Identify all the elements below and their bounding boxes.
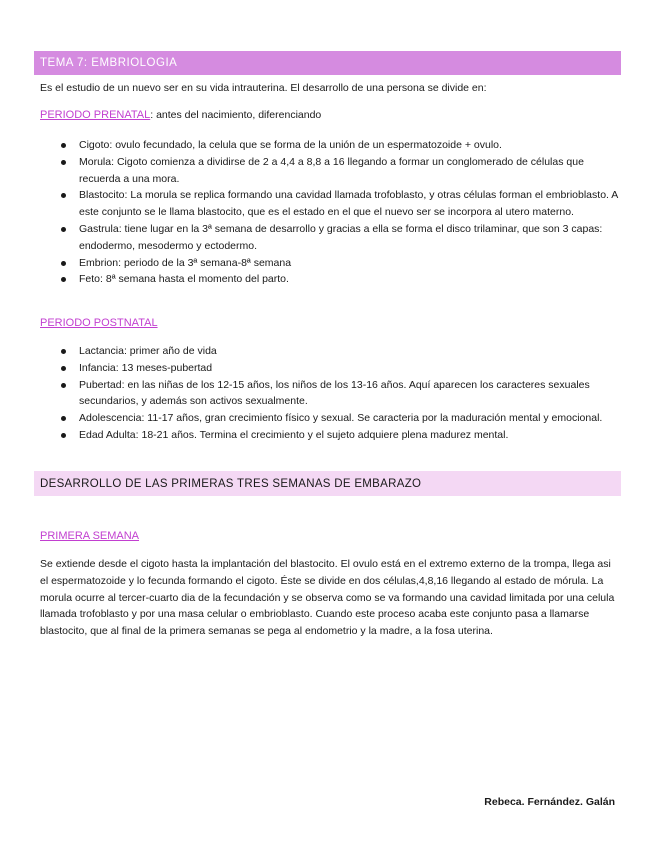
prenatal-heading: [40, 107, 620, 124]
first-week-heading: [40, 528, 620, 545]
paragraph-text: . La morula ocurre al tercer-cuarto dia de la fecundación y se observa como se va formando una cavidad limitada por una celula llamada: [40, 574, 615, 621]
prenatal-list: [40, 137, 620, 288]
list-item: [40, 343, 620, 360]
item-text: : tiene lugar en la 3ª semana de desarrollo y gracias a ella se forma el disco trilaminar, que son 3 capas: endodermo, mesodermo y ectodermo.: [79, 222, 603, 252]
item-term: Edad Adulta: [79, 428, 136, 441]
item-term: Cigoto: [79, 139, 110, 151]
postnatal-heading: [40, 315, 620, 332]
item-term: Gastrula: [79, 222, 119, 235]
chapter-title: TEMA 7: EMBRIOLOGIA: [40, 57, 178, 69]
item-text: : 18-21 años. Termina el crecimiento y el sujeto adquiere plena madurez mental.: [135, 428, 509, 441]
list-item: [40, 377, 620, 411]
prenatal-subtitle: : antes del nacimiento, diferenciando: [150, 109, 322, 121]
list-item: [40, 255, 620, 272]
list-item: [40, 427, 620, 444]
item-text: : primer año de vida: [123, 345, 217, 357]
list-item: [40, 154, 620, 188]
item-term: Blastocito: [79, 189, 125, 202]
paragraph-text: Se extiende desde el cigoto hasta la implantación del blastocito. El ovulo está en el extremo externo de la trompa, llega asi el espermatozoide y lo fecunda formando el: [40, 558, 611, 587]
chapter-title-band: [34, 51, 621, 75]
postnatal-list: [40, 343, 620, 444]
paragraph-text: . Éste se divide en dos células,4,8,16 llegando al estado de: [274, 574, 554, 587]
postnatal-title: PERIODO POSTNATAL: [40, 317, 158, 329]
paragraph-text: . Cuando este proceso acaba este conjunto pasa a llamarse: [309, 608, 590, 621]
key-term: trofoblasto: [79, 608, 129, 621]
item-text: : 8ª semana hasta el momento del parto.: [100, 273, 289, 286]
paragraph-text: y por una masa celular o: [128, 608, 250, 621]
item-text: : 13 meses-pubertad: [115, 361, 213, 374]
development-title: DESARROLLO DE LAS PRIMERAS TRES SEMANAS DE EMBARAZO: [40, 477, 422, 490]
first-week-title: PRIMERA SEMANA: [40, 530, 140, 542]
list-item: [40, 360, 620, 377]
item-term: Adolescencia: [79, 412, 142, 425]
item-text: : periodo de la 3ª semana-8ª semana: [118, 256, 292, 269]
prenatal-title: PERIODO PRENATAL: [40, 109, 151, 121]
item-text: : en las niñas de los 12-15 años, los niños de los 13-16 años. Aquí aparecen los caracteres sexuales secundarios, y además son activos sexualmente.: [79, 378, 590, 408]
item-text: : La morula se replica formando una cavidad llamada trofoblasto, y otras células forman el embrioblasto. A este conjunto se le llama blastocito, que es el estado en el que el nuevo ser se incorpora al utero materno.: [79, 189, 618, 219]
key-term: mórula: [553, 574, 586, 587]
item-text: : ovulo fecundado, la celula que se forma de la unión de un espermatozoide + ovulo.: [109, 139, 502, 151]
intro-paragraph: Es el estudio de un nuevo ser en su vida intrauterina. El desarrollo de una persona se divide en:: [40, 82, 487, 94]
item-term: Pubertad: [79, 378, 122, 391]
author-footer: Rebeca. Fernández. Galán: [484, 796, 615, 808]
list-item: [40, 187, 620, 221]
list-item: [40, 137, 620, 154]
development-title-band: [34, 471, 621, 496]
item-term: Morula: [79, 155, 112, 168]
list-item: [40, 221, 620, 255]
item-term: Embrion: [79, 256, 119, 269]
first-week-paragraph: [40, 556, 620, 640]
list-item: [40, 271, 620, 288]
key-term: embrioblasto: [249, 608, 310, 621]
item-text: : Cigoto comienza a dividirse de 2 a 4,4 a 8,8 a 16 llegando a formar un conglomerado de células que recuerda a una mora.: [79, 155, 584, 185]
key-term: cigoto: [246, 574, 275, 587]
item-text: : 11-17 años, gran crecimiento físico y sexual. Se caracteria por la maduración mental y emocional.: [141, 412, 603, 425]
item-term: Infancia: [79, 361, 116, 374]
list-item: [40, 410, 620, 427]
paragraph-text: , que al final de la primera semanas se pega al endometrio y la madre, a la fosa uterina.: [84, 625, 493, 638]
item-term: Lactancia: [79, 345, 124, 357]
item-term: Feto: [79, 273, 101, 286]
key-term: blastocito: [40, 625, 85, 638]
